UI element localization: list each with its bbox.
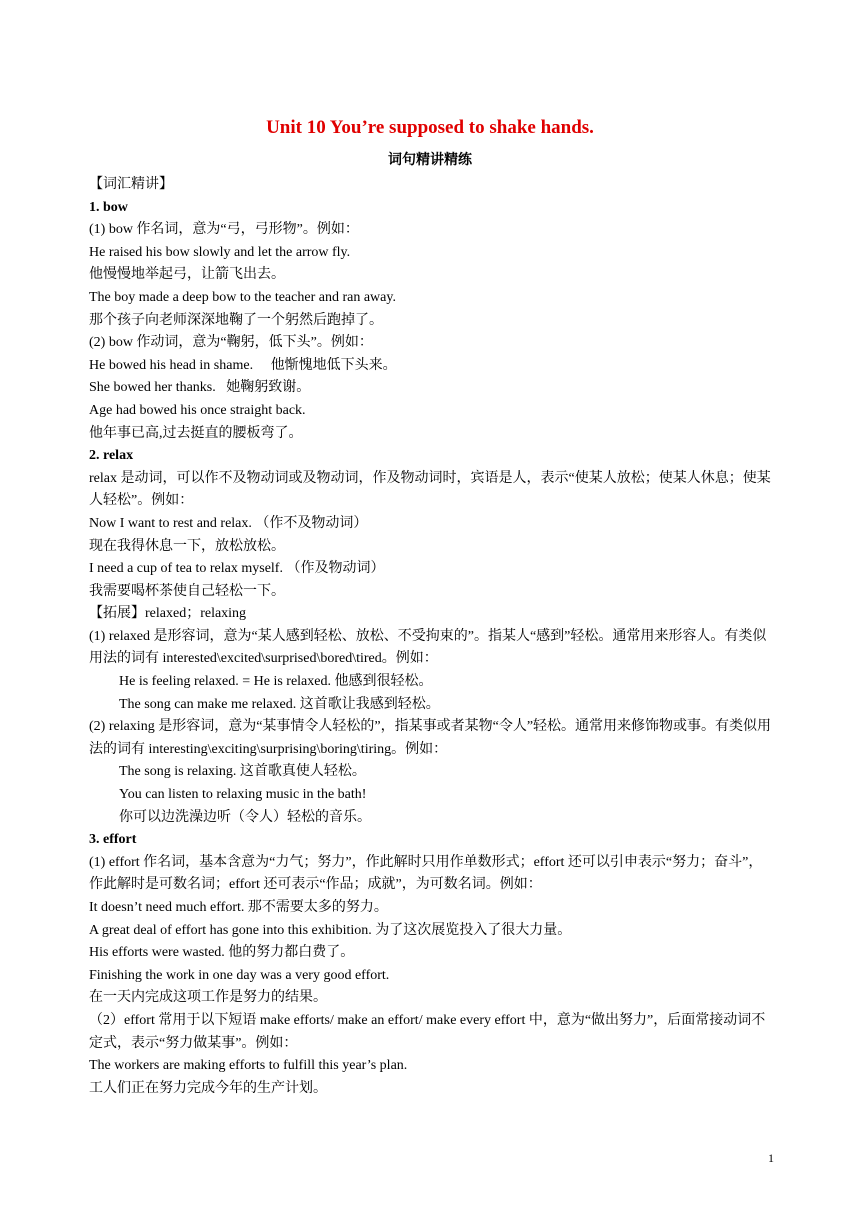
example-sentence: The song can make me relaxed. 这首歌让我感到轻松。 — [119, 696, 440, 712]
example-translation: 现在我得休息一下，放松放松。 — [89, 538, 285, 554]
example-sentence: The workers are making efforts to fulfill this year’s plan. — [89, 1058, 408, 1074]
vocab-heading-bow: 1. bow — [89, 199, 128, 215]
example-sentence: I need a cup of tea to relax myself. （作及物动词） — [89, 561, 385, 577]
unit-title: Unit 10 You’re supposed to shake hands. — [266, 117, 594, 138]
example-sentence: The boy made a deep bow to the teacher and ran away. — [89, 289, 396, 305]
text-paragraph: relax 是动词，可以作不及物动词或及物动词，作及物动词时，宾语是人，表示“使某人放松；使某人休息；使某人轻松”。例如： — [89, 470, 771, 509]
text-paragraph: (2) relaxing 是形容词，意为“某事情令人轻松的”，指某事或者某物“令人”轻松。通常用来修饰物或事。有类似用法的词有 interesting\exciting\surprising\boring\tiring。例如： — [89, 719, 772, 757]
example-sentence: Finishing the work in one day was a very good effort. — [89, 967, 390, 983]
example-sentence: The song is relaxing. 这首歌真使人轻松。 — [119, 764, 366, 780]
example-sentence: Now I want to rest and relax. （作不及物动词） — [89, 515, 368, 531]
example-sentence: You can listen to relaxing music in the bath! — [119, 787, 367, 803]
example-translation: 你可以边洗澡边听（令人）轻松的音乐。 — [119, 809, 371, 825]
section-subtitle: 词句精讲精练 — [388, 153, 472, 168]
example-sentence: It doesn’t need much effort. 那不需要太多的努力。 — [89, 900, 388, 915]
example-translation: 他年事已高,过去挺直的腰板弯了。 — [89, 425, 303, 441]
example-translation: 工人们正在努力完成今年的生产计划。 — [89, 1080, 327, 1096]
text-paragraph: （2）effort 常用于以下短语 make efforts/ make an effort/ make every effort 中，意为“做出努力”，后面常接动词不定式，表示“努力做某事”。例如： — [89, 1012, 766, 1051]
document-body — [89, 174, 773, 1100]
vocab-heading-effort: 3. effort — [89, 832, 137, 848]
text-line: (1) bow 作名词，意为“弓，弓形物”。例如： — [89, 222, 359, 238]
example-translation: 我需要喝杯茶使自己轻松一下。 — [89, 583, 285, 599]
example-sentence: He is feeling relaxed. = He is relaxed. 他感到很轻松。 — [119, 674, 433, 690]
example-sentence: A great deal of effort has gone into this exhibition. 为了这次展览投入了很大力量。 — [89, 922, 572, 938]
example-translation: 在一天内完成这项工作是努力的结果。 — [89, 990, 327, 1006]
example-sentence: He bowed his head in shame. 他惭愧地低下头来。 — [89, 357, 397, 373]
example-sentence: He raised his bow slowly and let the arrow fly. — [89, 244, 351, 260]
example-sentence: Age had bowed his once straight back. — [89, 402, 306, 418]
text-line: (2) bow 作动词，意为“鞠躬，低下头”。例如： — [89, 335, 373, 351]
text-paragraph: (1) effort 作名词，基本含意为“力气；努力”，作此解时只用作单数形式；effort 还可以引申表示“努力；奋斗”，作此解时是可数名词；effort 还可表示“作品；成就”，为可数名词。例如： — [89, 854, 763, 893]
example-translation: 他慢慢地举起弓，让箭飞出去。 — [89, 267, 285, 283]
example-sentence: His efforts were wasted. 他的努力都白费了。 — [89, 945, 355, 961]
extension-heading: 【拓展】relaxed；relaxing — [89, 606, 247, 622]
page-number: 1 — [768, 1151, 774, 1165]
text-paragraph: (1) relaxed 是形容词，意为“某人感到轻松、放松、不受拘束的”。指某人“感到”轻松。通常用来形容人。有类似用法的词有 interested\excited\surprised\bored\tired。例如： — [89, 628, 767, 667]
example-translation: 那个孩子向老师深深地鞠了一个躬然后跑掉了。 — [89, 312, 383, 328]
section-heading: 【词汇精讲】 — [89, 177, 173, 192]
example-sentence: She bowed her thanks. 她鞠躬致谢。 — [89, 380, 311, 396]
vocab-heading-relax: 2. relax — [89, 448, 134, 464]
